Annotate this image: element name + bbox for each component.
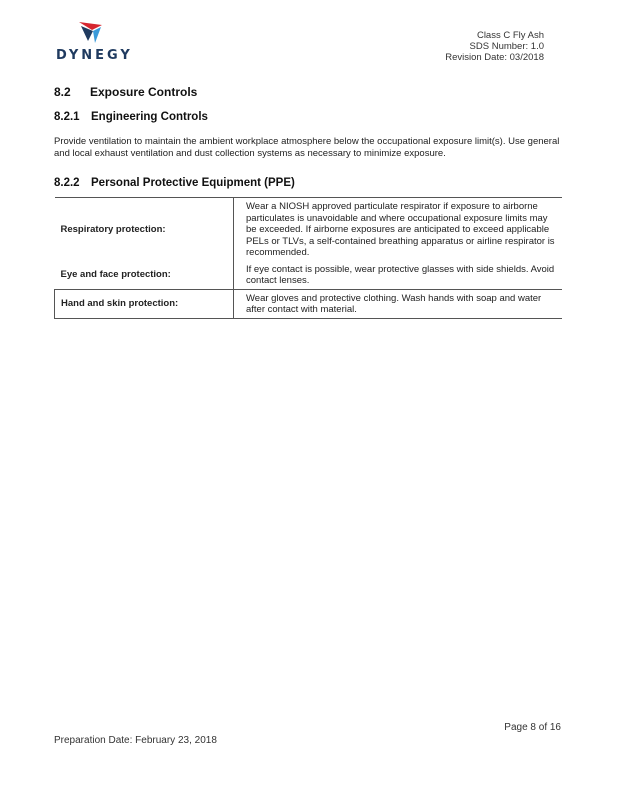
section-heading-8-2	[54, 85, 197, 99]
section-heading-8-2-1	[54, 111, 208, 123]
page-number: Page 8 of 16	[504, 722, 561, 733]
logo-wordmark: DYNEGY	[56, 48, 133, 63]
sds-number: SDS Number: 1.0	[469, 41, 544, 52]
ppe-table	[54, 197, 562, 319]
ppe-description: Wear a NIOSH approved particulate respirator if exposure to airborne particulates is unavoidable and where occupational exposure limits may be exceeded. If airborne exposures are anticipated to exceed applicable PELs or TLVs, a self-contained breathing apparatus or airline respirator is recommended.	[234, 198, 563, 261]
table-row	[55, 261, 563, 290]
company-logo	[56, 21, 133, 66]
engineering-controls-text: Provide ventilation to maintain the ambient workplace atmosphere below the occupational exposure limit(s). Use general and local exhaust ventilation and dust collection systems as necessary to minimize exposure.	[54, 136, 560, 159]
section-number: 8.2	[54, 85, 71, 99]
section-number: 8.2.1	[54, 111, 80, 123]
product-name: Class C Fly Ash	[476, 30, 544, 41]
section-title: Engineering Controls	[91, 111, 208, 123]
ppe-description: If eye contact is possible, wear protective glasses with side shields. Avoid contact lenses.	[234, 261, 563, 290]
table-row	[55, 289, 563, 318]
ppe-label: Respiratory protection:	[55, 198, 234, 261]
document-header-info	[445, 30, 544, 63]
preparation-date: Preparation Date: February 23, 2018	[54, 735, 217, 746]
ppe-description: Wear gloves and protective clothing. Wash hands with soap and water after contact with material.	[234, 289, 563, 318]
section-heading-8-2-2	[54, 177, 295, 189]
dynegy-logo-icon	[78, 21, 104, 45]
section-title: Personal Protective Equipment (PPE)	[91, 177, 295, 189]
ppe-label: Hand and skin protection:	[55, 289, 234, 318]
revision-date: Revision Date: 03/2018	[445, 52, 544, 63]
section-number: 8.2.2	[54, 177, 80, 189]
table-row	[55, 198, 563, 261]
section-title: Exposure Controls	[90, 85, 198, 99]
ppe-label: Eye and face protection:	[60, 269, 171, 280]
